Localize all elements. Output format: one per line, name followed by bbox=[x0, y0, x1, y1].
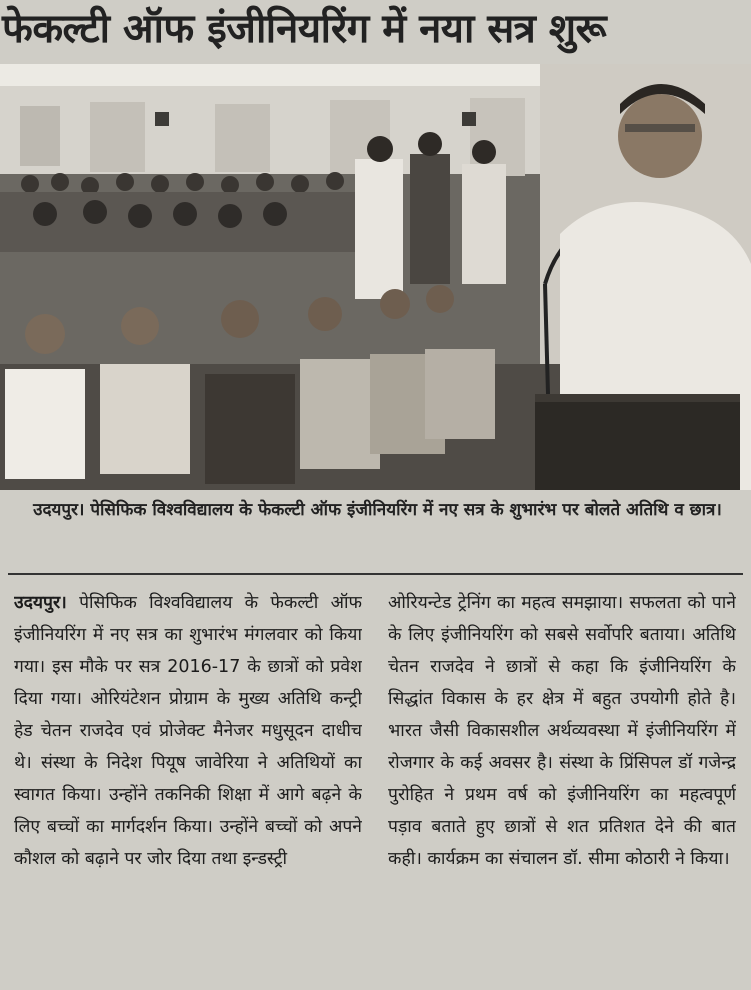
divider bbox=[8, 573, 743, 575]
article-column-right bbox=[388, 587, 736, 987]
right-column-text: ओरियन्टेड ट्रेनिंग का महत्व समझाया। सफलता को पाने के लिए इंजीनियरिंग को सबसे सर्वोपरि बताया। अतिथि चेतन राजदेव ने छात्रों से कहा कि इंजीनियरिंग के सिद्धांत विकास के हर क्षेत्र में बहुत उपयोगी होते है। भारत जैसी विकासशील अर्थव्यवस्था में इंजीनियरिंग में रोजगार के कई अवसर है। संस्था के प्रिंसिपल डॉ गजेन्द्र पुरोहित ने प्रथम वर्ष को इंजीनियरिंग का महत्वपूर्ण पड़ाव बताते हुए छात्रों से शत प्रतिशत देने की बात कही। कार्यक्रम का संचालन डॉ. सीमा कोठारी ने किया। bbox=[388, 593, 736, 869]
left-column-text: पेसिफिक विश्वविद्यालय के फेकल्टी ऑफ इंजीनियरिंग में नए सत्र का शुभारंभ मंगलवार को किया गया। इस मौके पर सत्र 2016-17 के छात्रों को प्रवेश दिया गया। ओरियंटेशन प्रोग्राम के मुख्य अतिथि कन्ट्री हेड चेतन राजदेव एवं प्रोजेक्ट मैनेजर मधुसूदन दाधीच थे। संस्था के निदेश पियूष जावेरिया ने अतिथियों का स्वागत किया। उन्होंने तकनिकी शिक्षा में आगे बढ़ने के लिए बच्चों का मार्गदर्शन किया। उन्होंने बच्चों को अपने कौशल को बढ़ाने पर जोर दिया तथा इन्डस्ट्री bbox=[14, 593, 362, 869]
article-column-left bbox=[14, 587, 362, 987]
dateline: उदयपुर। bbox=[14, 593, 67, 613]
speaker-at-podium-with-audience-icon bbox=[0, 64, 751, 490]
photo-caption: उदयपुर। पेसिफिक विश्वविद्यालय के फेकल्टी ऑफ इंजीनियरिंग में नए सत्र के शुभारंभ पर बोलते अतिथि व छात्र। bbox=[33, 500, 722, 520]
headline: फेकल्टी ऑफ इंजीनियरिंग में नया सत्र शुरू bbox=[2, 6, 607, 52]
news-photo bbox=[0, 64, 751, 490]
article-paragraph bbox=[14, 587, 362, 875]
